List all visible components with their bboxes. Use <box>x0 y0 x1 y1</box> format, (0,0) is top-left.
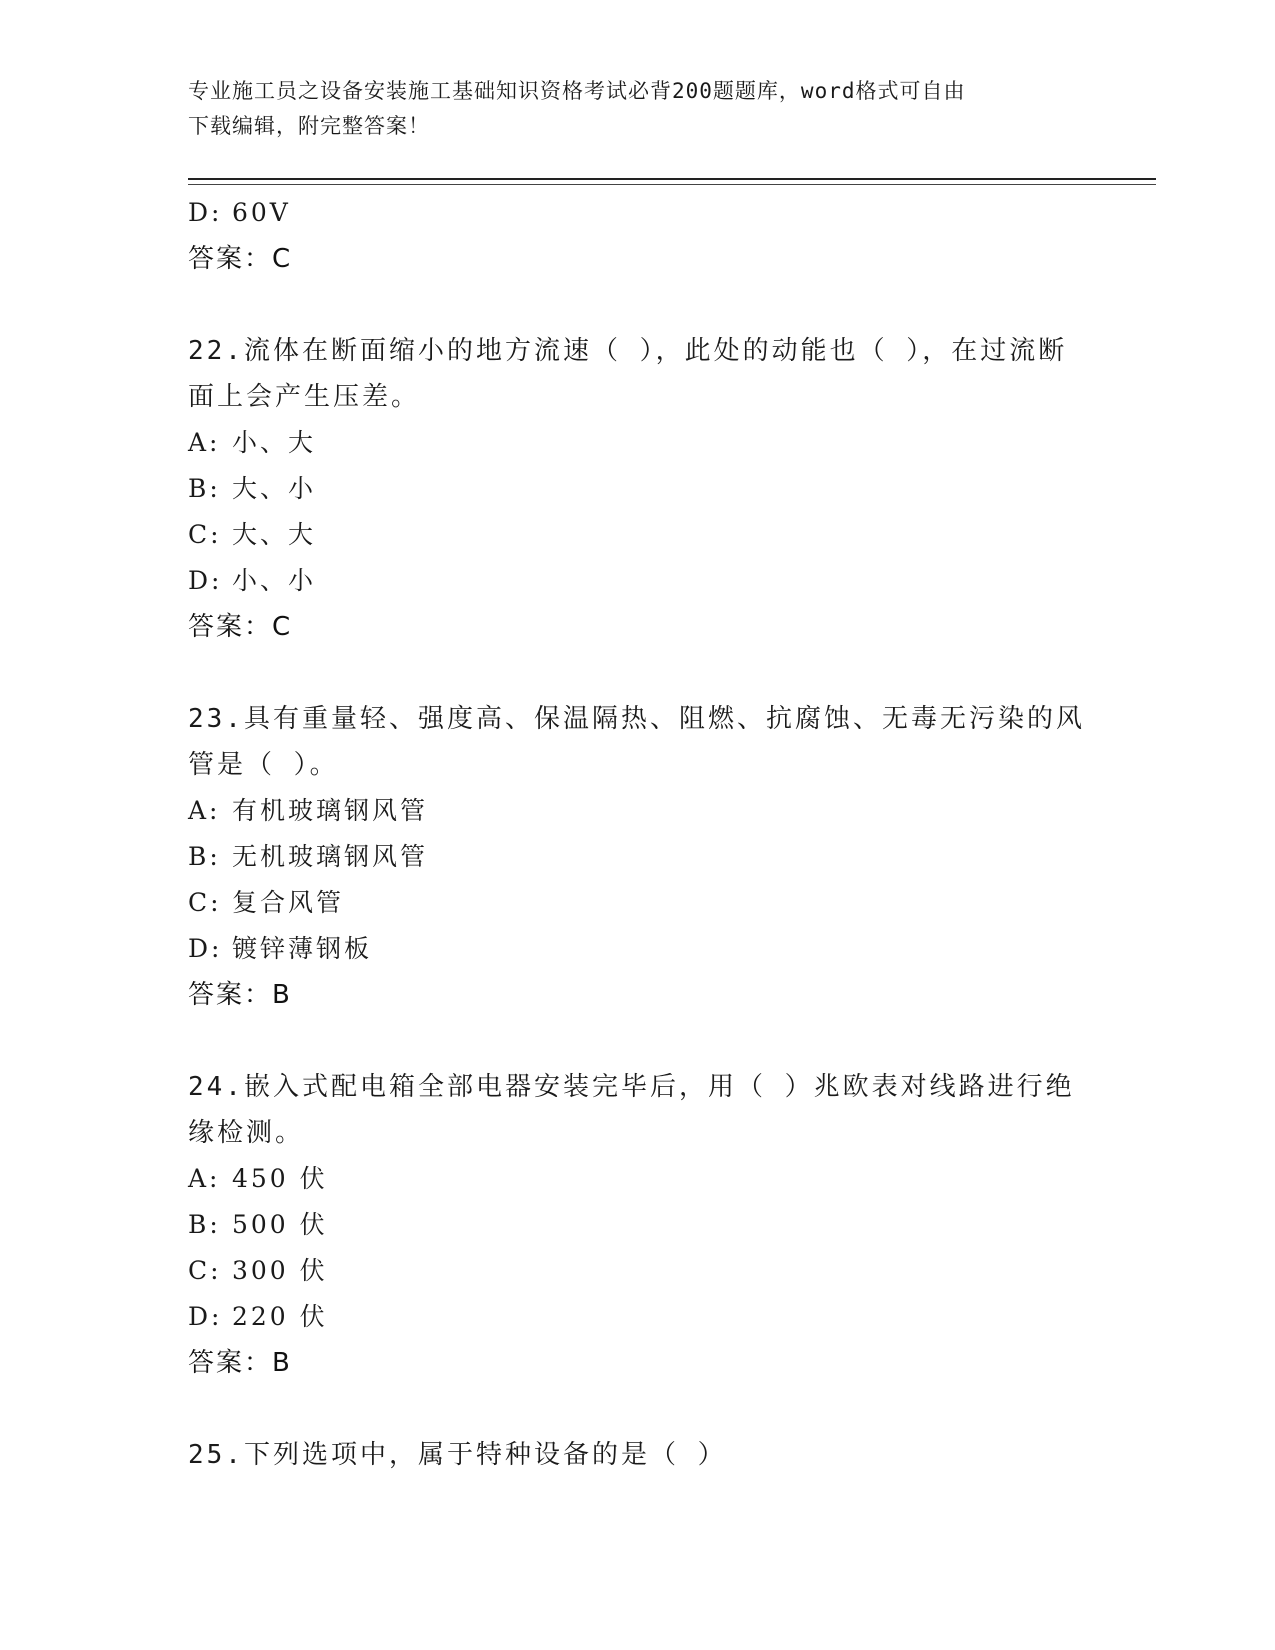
option-key: D: <box>188 934 223 963</box>
option-key: B: <box>188 1210 221 1239</box>
option-text: 300 伏 <box>232 1256 328 1285</box>
option-text: 大、大 <box>232 520 317 549</box>
header-divider <box>188 178 1156 180</box>
option-key: C: <box>188 520 222 549</box>
option-text: 220 伏 <box>232 1302 328 1331</box>
option-a <box>188 1156 1088 1202</box>
header-title-line-1: 专业施工员之设备安装施工基础知识资格考试必背200题题库，word格式可自由 <box>188 79 966 103</box>
option-text: 大、小 <box>232 474 317 503</box>
question-stem-line-2: 管是（ ）。 <box>188 750 339 780</box>
answer-line: 答案：C <box>188 244 293 274</box>
header-title-line-2: 下载编辑，附完整答案！ <box>188 114 430 138</box>
option-text: 小、大 <box>232 428 317 457</box>
question-24 <box>188 1064 1088 1386</box>
option-d <box>188 190 1088 236</box>
answer-line: 答案：C <box>188 612 293 642</box>
option-key: B: <box>188 842 221 871</box>
option-c <box>188 512 1088 558</box>
option-d <box>188 926 1088 972</box>
question-25 <box>188 1432 1088 1478</box>
question-stem-line-1: 25.下列选项中，属于特种设备的是（ ） <box>188 1440 727 1470</box>
question-stem-line-2: 缘检测。 <box>188 1118 305 1148</box>
option-text: 无机玻璃钢风管 <box>232 842 429 871</box>
question-stem-line-2: 面上会产生压差。 <box>188 382 421 412</box>
option-key: C: <box>188 888 222 917</box>
question-stem-line-1: 23.具有重量轻、强度高、保温隔热、阻燃、抗腐蚀、无毒无污染的风 <box>188 704 1085 734</box>
option-text: 500 伏 <box>232 1210 328 1239</box>
option-text: 复合风管 <box>232 888 345 917</box>
option-b <box>188 1202 1088 1248</box>
question-stem-line-1: 22.流体在断面缩小的地方流速（ ），此处的动能也（ ），在过流断 <box>188 336 1068 366</box>
option-key: D: <box>188 198 223 227</box>
option-key: C: <box>188 1256 222 1285</box>
option-text: 有机玻璃钢风管 <box>232 796 429 825</box>
answer-line: 答案：B <box>188 1348 292 1378</box>
option-b <box>188 466 1088 512</box>
question-23 <box>188 696 1088 1018</box>
option-key: D: <box>188 1302 223 1331</box>
page-header <box>188 74 1088 144</box>
option-key: A: <box>188 1164 221 1193</box>
option-text: 450 伏 <box>232 1164 328 1193</box>
option-c <box>188 1248 1088 1294</box>
option-key: A: <box>188 796 221 825</box>
option-a <box>188 788 1088 834</box>
option-key: A: <box>188 428 221 457</box>
option-d <box>188 558 1088 604</box>
option-d <box>188 1294 1088 1340</box>
question-stem-line-1: 24.嵌入式配电箱全部电器安装完毕后，用（ ）兆欧表对线路进行绝 <box>188 1072 1075 1102</box>
option-c <box>188 880 1088 926</box>
question-22 <box>188 328 1088 650</box>
question-content <box>188 190 1088 1478</box>
answer-line: 答案：B <box>188 980 292 1010</box>
option-key: B: <box>188 474 221 503</box>
header-divider-thin <box>188 184 1156 185</box>
option-text: 60V <box>232 198 291 227</box>
option-key: D: <box>188 566 223 595</box>
option-text: 小、小 <box>232 566 317 595</box>
option-a <box>188 420 1088 466</box>
previous-question-tail <box>188 190 1088 282</box>
option-b <box>188 834 1088 880</box>
option-text: 镀锌薄钢板 <box>232 934 373 963</box>
